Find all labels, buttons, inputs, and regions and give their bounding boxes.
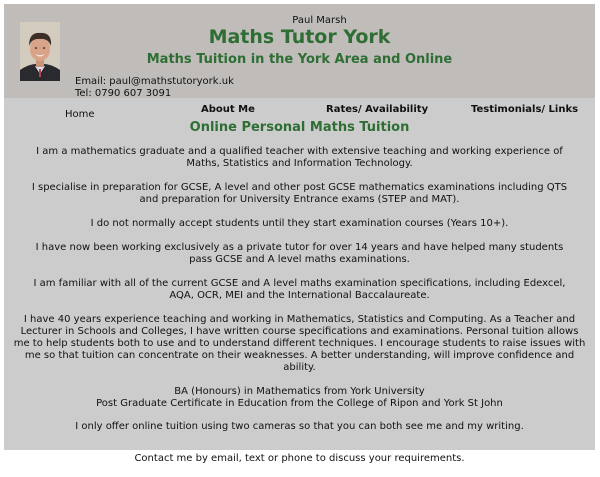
online-tuition-note: I only offer online tuition using two cameras so that you can both see me and my writing. <box>75 421 524 432</box>
contact-note: Contact me by email, text or phone to discuss your requirements. <box>134 453 465 464</box>
phone-text: Tel: 0790 607 3091 <box>75 88 172 99</box>
site-title: Maths Tutor York <box>208 26 391 48</box>
author-name: Paul Marsh <box>292 15 347 26</box>
contact-details <box>75 76 234 100</box>
intro-paragraph: I am a mathematics graduate and a qualified teacher with extensive teaching and working experience of Maths, Statistics and Information Technology. <box>36 146 563 169</box>
main-content <box>4 120 595 477</box>
background-paragraph: I have 40 years experience teaching and working in Mathematics, Statistics and Computing. As a Teacher and Lecturer in Schools and Colleges, I have written course specifications and examinations. Personal tuition allows me to help students both to use and to understand different techniques. I encourage students to raise issues with me so that tuition can concentrate on their weaknesses. A better understanding, will improve confidence and ability. <box>13 314 586 373</box>
page-title: Online Personal Maths Tuition <box>189 120 410 135</box>
nav-home-link[interactable]: Home <box>65 109 95 120</box>
qualification-pgce: Post Graduate Certificate in Education from the College of Ripon and York St John <box>96 398 503 409</box>
site-subtitle: Maths Tuition in the York Area and Online <box>146 52 453 67</box>
email-text: Email: paul@mathstutoryork.uk <box>75 76 234 87</box>
site-header <box>4 4 595 98</box>
experience-paragraph: I have now been working exclusively as a private tutor for over 14 years and have helped many students pass GCSE and A level maths examinations. <box>35 242 564 265</box>
nav-about-me-link[interactable]: About Me <box>201 104 255 115</box>
nav-rates-availability-link[interactable]: Rates/ Availability <box>326 104 429 115</box>
nav-testimonials-links-link[interactable]: Testimonials/ Links <box>471 104 579 115</box>
student-age-paragraph: I do not normally accept students until they start examination courses (Years 10+). <box>90 218 509 229</box>
specialism-paragraph: I specialise in preparation for GCSE, A level and other post GCSE mathematics examinations including QTS and preparation for University Entrance exams (STEP and MAT). <box>31 182 568 205</box>
qualifications <box>4 386 595 410</box>
main-navigation <box>4 98 595 122</box>
specifications-paragraph: I am familiar with all of the current GCSE and A level maths examination specifications, including Edexcel, AQA, OCR, MEI and the International Baccalaureate. <box>33 278 566 301</box>
qualification-degree: BA (Honours) in Mathematics from York University <box>174 386 425 397</box>
page-container <box>4 4 595 464</box>
